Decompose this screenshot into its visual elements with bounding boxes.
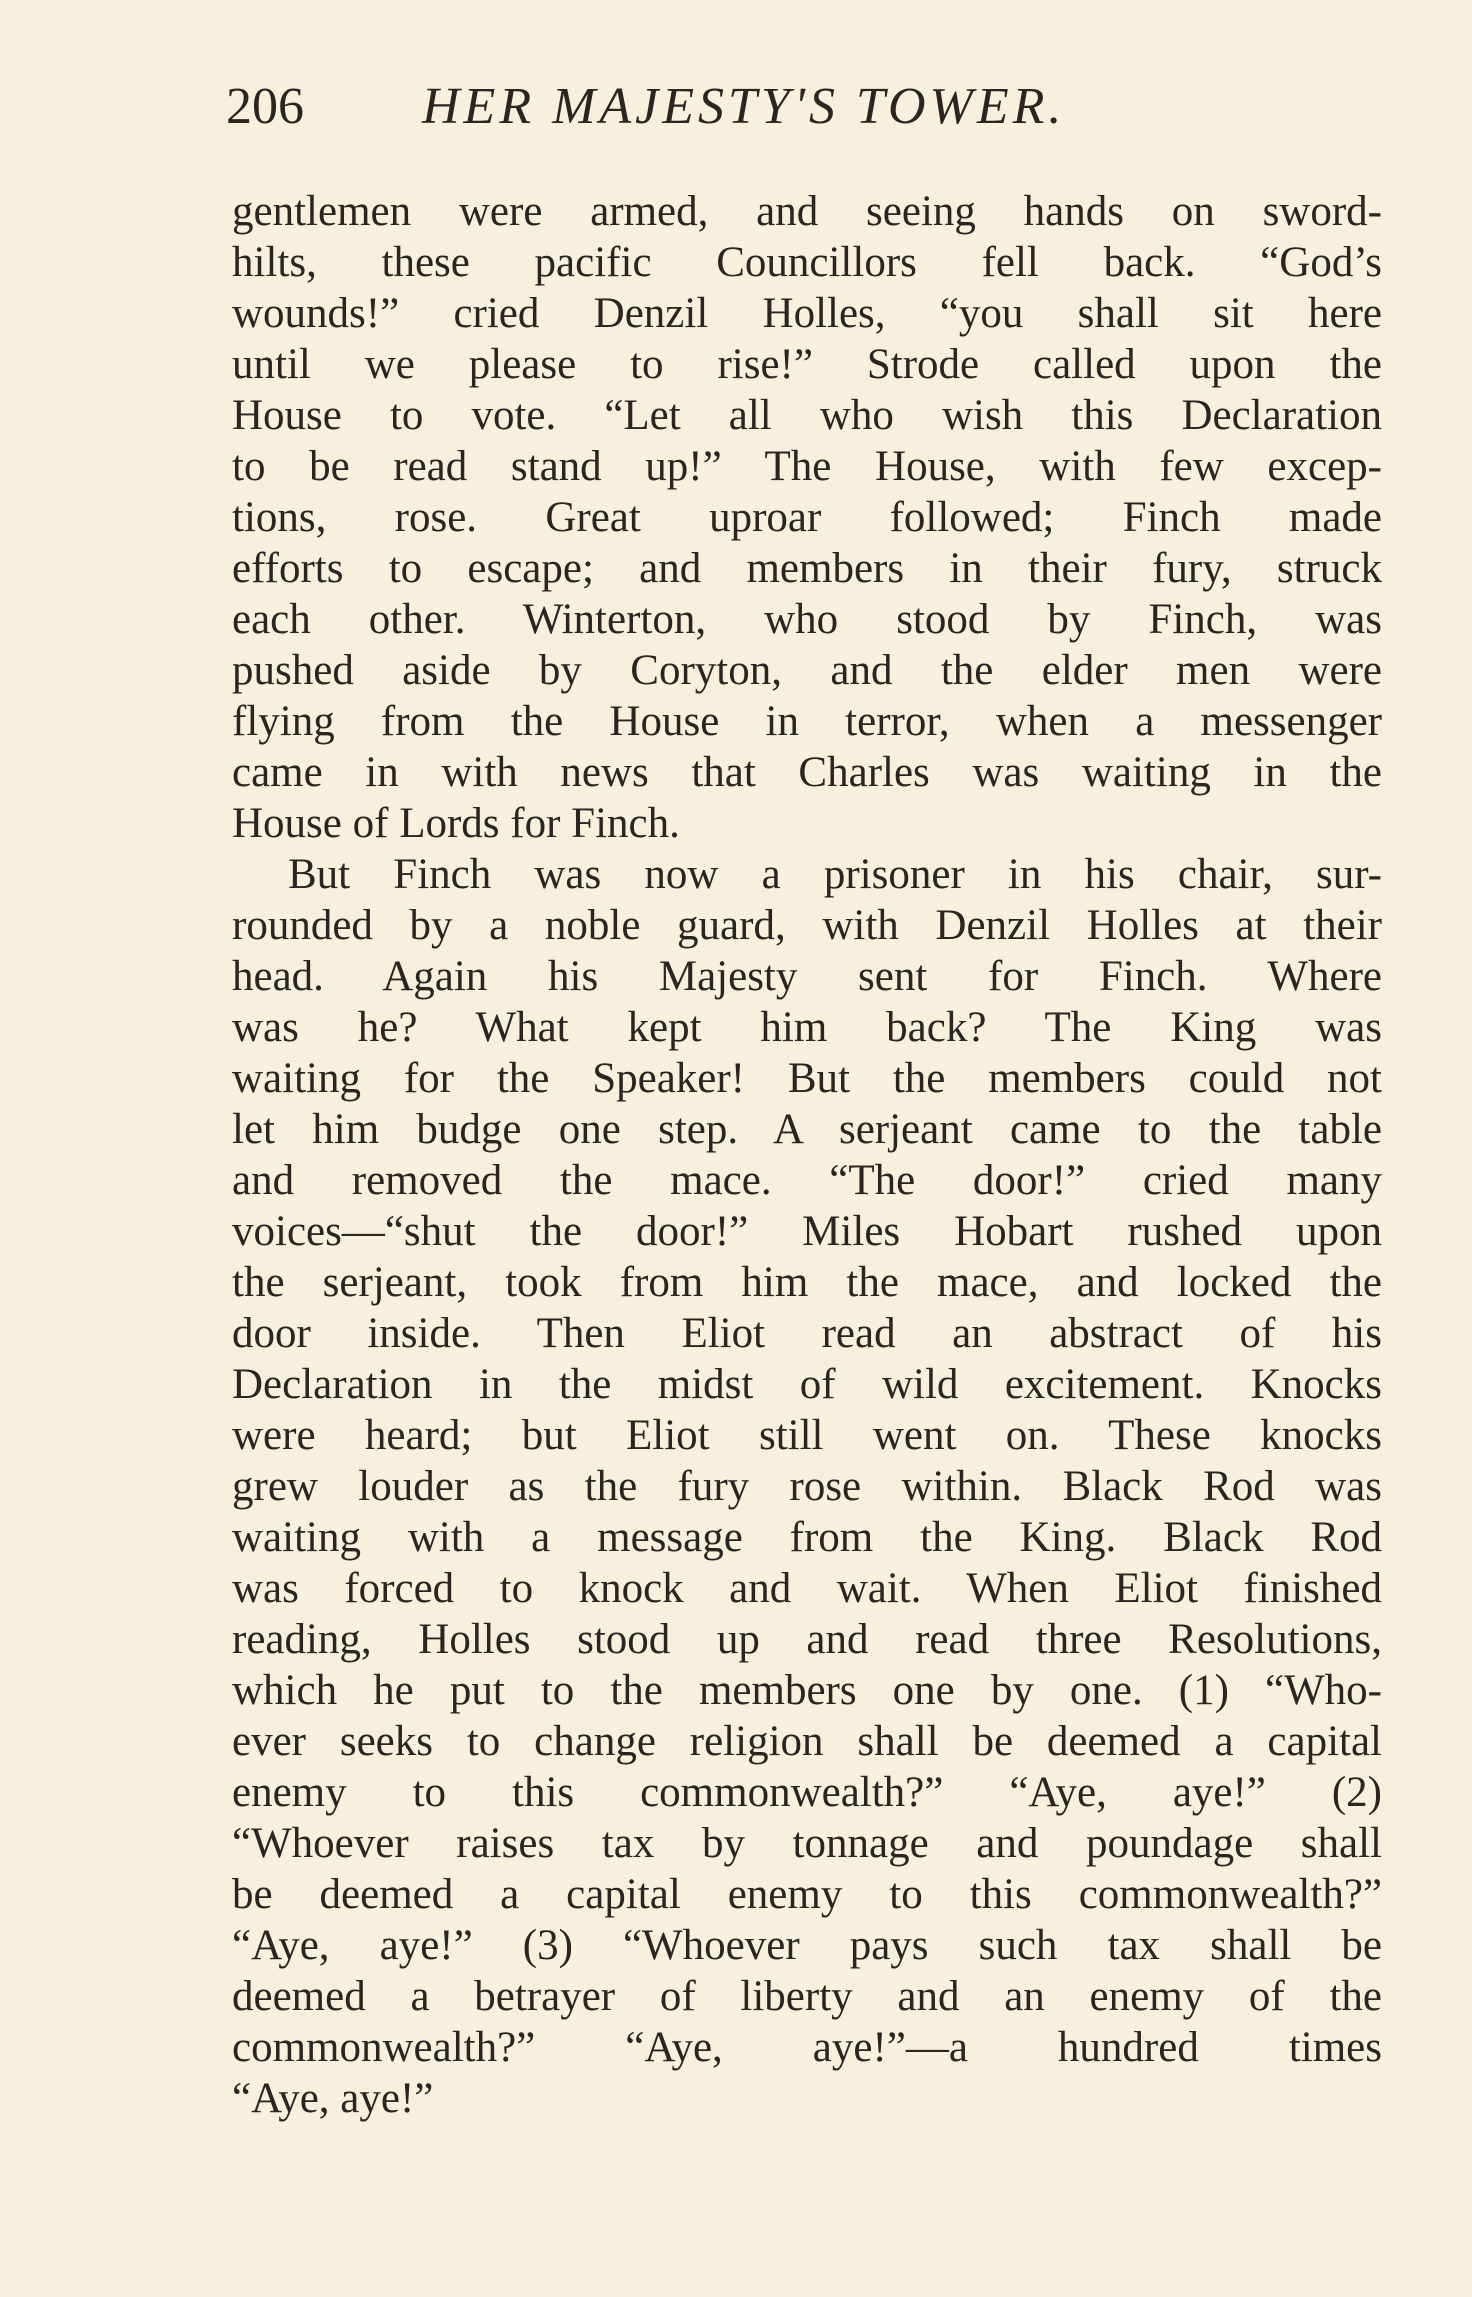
text-line: be deemed a capital enemy to this commonwealth?” [232, 1871, 1382, 1918]
paragraph-end-line: “Aye, aye!” [232, 2075, 434, 2122]
text-line: deemed a betrayer of liberty and an enemy of the [232, 1973, 1382, 2020]
text-line: commonwealth?” “Aye, aye!”—a hundred times [232, 2024, 1382, 2071]
text-line: head. Again his Majesty sent for Finch. Where [232, 953, 1382, 1000]
text-line: to be read stand up!” The House, with few excep- [232, 443, 1382, 490]
running-title: HER MAJESTY'S TOWER. [422, 78, 1066, 135]
text-line: House to vote. “Let all who wish this Declaration [232, 392, 1382, 439]
text-line: the serjeant, took from him the mace, and locked the [232, 1259, 1382, 1306]
text-line: tions, rose. Great uproar followed; Finch made [232, 494, 1382, 541]
text-line: came in with news that Charles was waiting in the [232, 749, 1382, 796]
page-number: 206 [226, 78, 304, 135]
text-line: rounded by a noble guard, with Denzil Holles at their [232, 902, 1382, 949]
text-line: each other. Winterton, who stood by Finch, was [232, 596, 1382, 643]
text-line: was he? What kept him back? The King was [232, 1004, 1382, 1051]
text-line: door inside. Then Eliot read an abstract of his [232, 1310, 1382, 1357]
text-line: “Whoever raises tax by tonnage and poundage shall [232, 1820, 1382, 1867]
text-line: gentlemen were armed, and seeing hands on sword- [232, 188, 1382, 235]
text-line: voices—“shut the door!” Miles Hobart rushed upon [232, 1208, 1382, 1255]
text-line: waiting for the Speaker! But the members could not [232, 1055, 1382, 1102]
text-line: flying from the House in terror, when a messenger [232, 698, 1382, 745]
text-line: pushed aside by Coryton, and the elder men were [232, 647, 1382, 694]
text-line: waiting with a message from the King. Black Rod [232, 1514, 1382, 1561]
paragraph-end-line: House of Lords for Finch. [232, 800, 680, 847]
body-text [232, 186, 1382, 2124]
text-line: hilts, these pacific Councillors fell back. “God’s [232, 239, 1382, 286]
page-header [226, 72, 1386, 142]
text-line: “Aye, aye!” (3) “Whoever pays such tax shall be [232, 1922, 1382, 1969]
text-line: grew louder as the fury rose within. Black Rod was [232, 1463, 1382, 1510]
paragraph-start-line: But Finch was now a prisoner in his chair, sur- [288, 851, 1382, 898]
text-line: ever seeks to change religion shall be deemed a capital [232, 1718, 1382, 1765]
text-line: let him budge one step. A serjeant came to the table [232, 1106, 1382, 1153]
text-line: wounds!” cried Denzil Holles, “you shall sit here [232, 290, 1382, 337]
text-line: Declaration in the midst of wild excitement. Knocks [232, 1361, 1382, 1408]
text-line: and removed the mace. “The door!” cried many [232, 1157, 1382, 1204]
text-line: enemy to this commonwealth?” “Aye, aye!” (2) [232, 1769, 1382, 1816]
text-line: reading, Holles stood up and read three Resolutions, [232, 1616, 1382, 1663]
text-line: was forced to knock and wait. When Eliot finished [232, 1565, 1382, 1612]
text-line: until we please to rise!” Strode called upon the [232, 341, 1382, 388]
text-line: were heard; but Eliot still went on. These knocks [232, 1412, 1382, 1459]
text-line: which he put to the members one by one. (1) “Who- [232, 1667, 1382, 1714]
text-line: efforts to escape; and members in their fury, struck [232, 545, 1382, 592]
